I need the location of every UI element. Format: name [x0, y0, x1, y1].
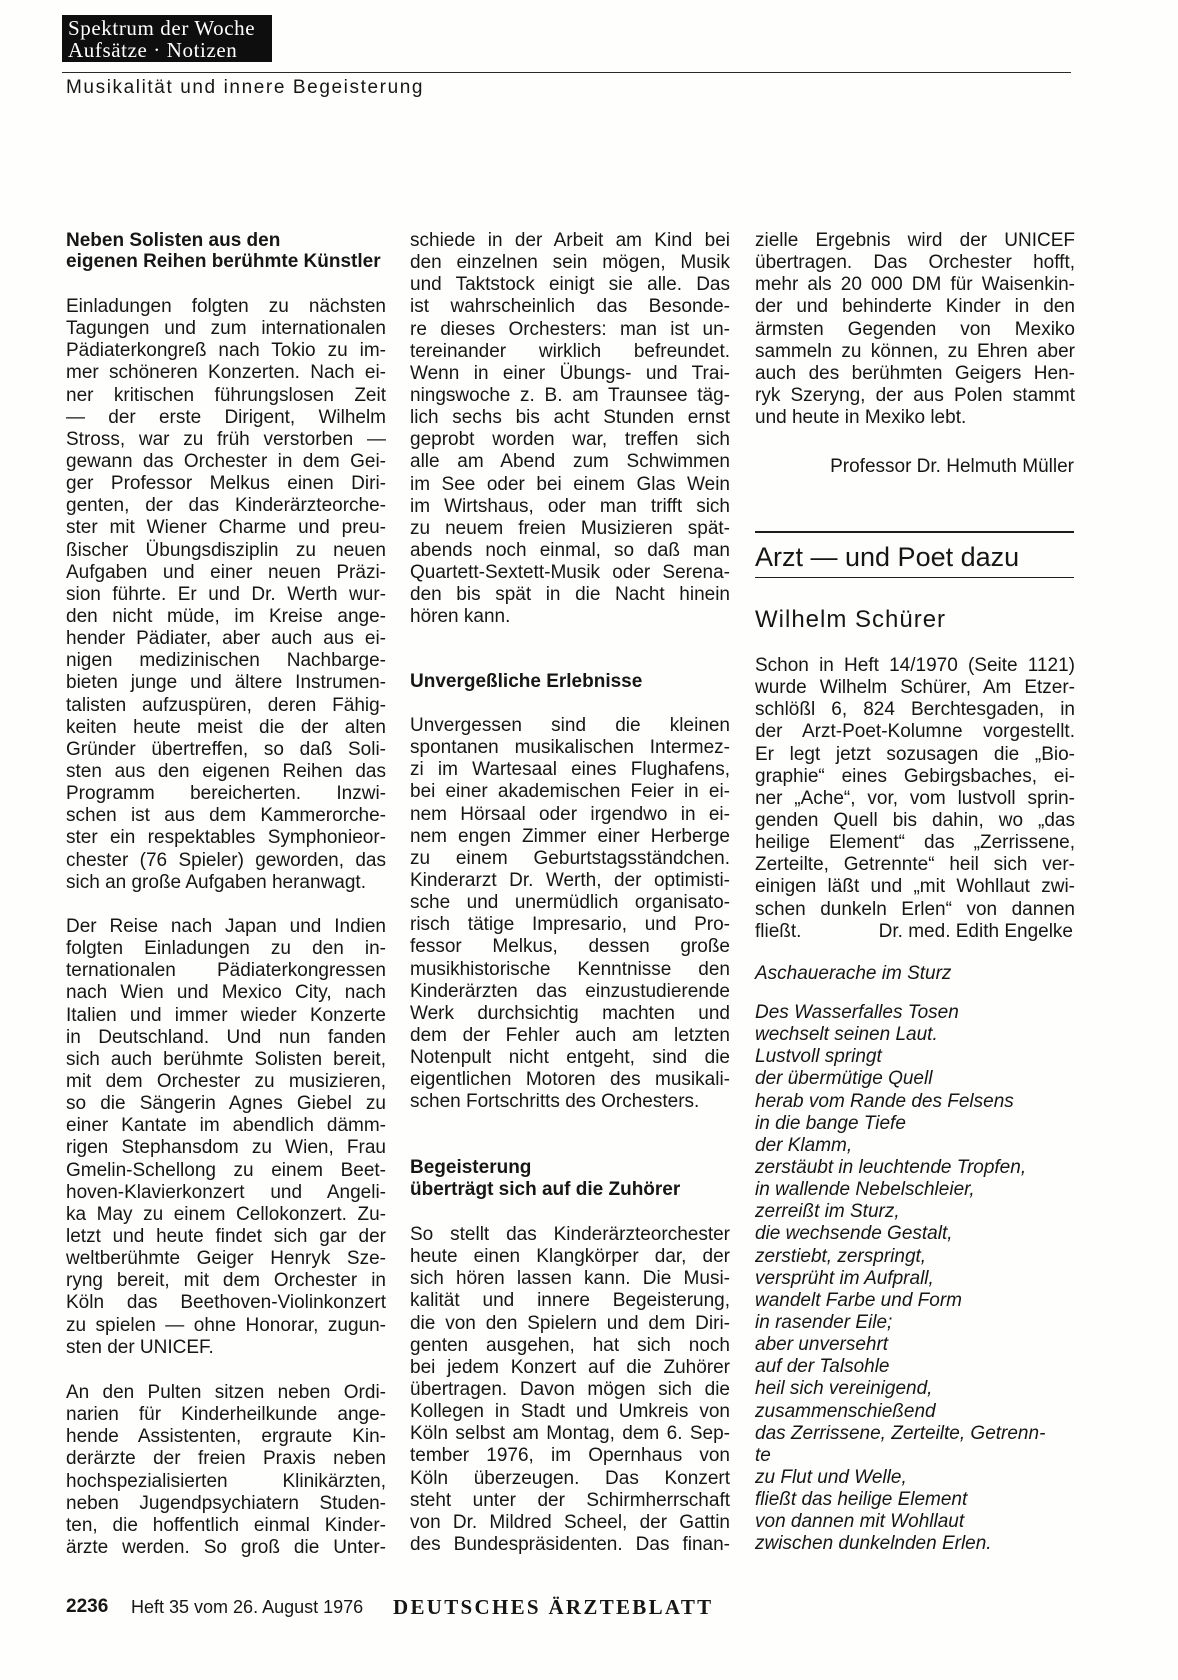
poem-line: wandelt Farbe und Form — [755, 1289, 962, 1311]
issue-info: Heft 35 vom 26. August 1976 — [131, 1597, 364, 1617]
poem-title: Aschauerache im Sturz — [755, 963, 952, 984]
text-line: ster ein respektables Symphonieor- — [66, 827, 386, 849]
text-line: alle am Abend zum Schwimmen — [410, 451, 730, 473]
poem-line: wechselt seinen Laut. — [755, 1024, 938, 1046]
text-line: graphie“ eines Gebirgsbaches, ei- — [755, 765, 1075, 787]
text-line: geprobt worden war, treffen sich — [410, 429, 730, 451]
text-line: sich auch berühmte Solisten bereit, — [66, 1048, 386, 1070]
text-line: ningswoche z. B. am Traunsee täg- — [410, 384, 730, 406]
text-line: keiten heute meist die der alten — [66, 716, 386, 738]
text-line: rigen Stephansdom zu Wien, Frau — [66, 1137, 386, 1159]
text-line: nem engen Zimmer einer Herberge — [410, 825, 730, 847]
paragraph — [66, 296, 386, 894]
text-line: hoven-Klavierkonzert und Angeli- — [66, 1181, 386, 1203]
poem-line: in die bange Tiefe — [755, 1112, 906, 1134]
poem-line: in rasender Eile; — [755, 1311, 893, 1333]
text-line: Notenpult nicht entgeht, sind die — [410, 1047, 730, 1069]
poem-line: te — [755, 1444, 771, 1466]
text-line: sten aus den eigenen Reihen das — [66, 760, 386, 782]
text-line: Einladungen folgten zu nächsten — [66, 296, 386, 317]
text-line: mer schöneren Konzerten. Nach ei- — [66, 362, 386, 384]
text-line: An den Pulten sitzen neben Ordi- — [66, 1382, 386, 1403]
text-line: kalität und innere Begeisterung, — [410, 1290, 730, 1312]
text-line: chester (76 Spieler) geworden, das — [66, 849, 386, 871]
text-line: hender Pädiater, aber auch aus ei- — [66, 628, 386, 650]
text-line: sten der UNICEF. — [66, 1336, 214, 1358]
text-line: eigentlichen Motoren des musikali- — [410, 1069, 730, 1091]
text-line: die von den Spielern und dem Diri- — [410, 1312, 730, 1334]
text-line: ka May zu einem Cellokonzert. Zu- — [66, 1203, 386, 1225]
text-line: ternationalen Pädiaterkongressen — [66, 960, 386, 982]
text-line: talisten aufzuspüren, deren Fähig- — [66, 694, 386, 716]
text-line: So stellt das Kinderärzteorchester — [410, 1224, 730, 1245]
text-line: nigen medizinischen Nachbarge- — [66, 650, 386, 672]
heading-line: Begeisterung — [410, 1157, 532, 1178]
kicker-line-category: Aufsätze · Notizen — [68, 38, 238, 62]
text-line: lich sechs bis acht Stunden ernst — [410, 407, 730, 429]
text-line: mit dem Orchester zu musizieren, — [66, 1070, 386, 1092]
text-line: zu spielen — ohne Honorar, zugun- — [66, 1314, 386, 1336]
text-line: Köln selbst am Montag, dem 6. Sep- — [410, 1423, 730, 1445]
text-line: im Wirtshaus, oder man trifft sich — [410, 495, 730, 517]
text-line: bei jedem Konzert auf die Zuhörer — [410, 1356, 730, 1378]
poem-line: die wechsende Gestalt, — [755, 1223, 953, 1245]
section-heading — [410, 671, 730, 693]
text-line: der und behinderte Kinder in den — [755, 296, 1075, 318]
intro-signature: Dr. med. Edith Engelke — [878, 921, 1073, 942]
text-line: ner „Ache“, vor, vom lustvoll sprin- — [755, 787, 1075, 809]
heading-line: Neben Solisten aus den — [66, 230, 281, 251]
text-line: Köln das Beethoven-Violinkonzert — [66, 1292, 386, 1314]
poem-line: der Klamm, — [755, 1134, 853, 1156]
title-rule-bottom — [755, 577, 1074, 578]
section-heading — [410, 1157, 730, 1201]
text-line: wurde Wilhelm Schürer, Am Etzer- — [755, 677, 1075, 699]
author-signature: Professor Dr. Helmuth Müller — [830, 456, 1074, 477]
text-line: Pädiaterkongreß nach Tokio zu im- — [66, 340, 386, 362]
poet-name: Wilhelm Schürer — [755, 606, 947, 633]
text-line: im See oder bei einem Glas Wein — [410, 473, 730, 495]
journal-name: DEUTSCHES ÄRZTEBLATT — [393, 1595, 714, 1619]
text-line: der Arzt-Poet-Kolumne vorgestellt. — [755, 721, 1075, 743]
text-line: — der erste Dirigent, Wilhelm — [66, 406, 386, 428]
kicker-line-section: Spektrum der Woche — [68, 16, 256, 40]
text-line: gewann das Orchester in dem Gei- — [66, 450, 386, 472]
text-line: tember 1976, im Opernhaus von — [410, 1445, 730, 1467]
paragraph — [410, 1224, 730, 1556]
paragraph — [66, 1382, 386, 1559]
text-line: schlößl 6, 824 Berchtesgaden, in — [755, 699, 1075, 721]
text-line: heute einen Klangkörper dar, der — [410, 1246, 730, 1268]
text-line: ten, die hoffentlich einmal Kinder- — [66, 1514, 386, 1536]
text-line: spontanen musikalischen Intermez- — [410, 737, 730, 759]
text-line: übertragen. Davon mögen sich die — [410, 1378, 730, 1400]
section-heading — [66, 231, 386, 272]
poem-line: heil sich vereinigend, — [755, 1378, 933, 1400]
text-line: sche und unermüdlich organisato- — [410, 892, 730, 914]
text-line: schen dunkeln Erlen“ von dannen — [755, 898, 1075, 920]
text-line: den einzelnen sein mögen, Musik — [410, 252, 730, 274]
poem-line: versprüht im Aufprall, — [755, 1267, 934, 1289]
text-line: steht unter der Schirmherrschaft — [410, 1489, 730, 1511]
text-line: und heute in Mexiko lebt. — [755, 407, 967, 429]
text-line: sion führte. Er und Dr. Werth wur- — [66, 583, 386, 605]
text-line: ryk Szeryng, der aus Polen stammt — [755, 384, 1075, 406]
paragraph — [410, 715, 730, 1114]
text-line: Wenn in einer Übungs- und Trai- — [410, 362, 730, 384]
poem-line: fließt das heilige Element — [755, 1489, 968, 1511]
poem-line: der übermütige Quell — [755, 1068, 933, 1090]
text-line: weltberühmte Geiger Henryk Sze- — [66, 1248, 386, 1270]
text-line: genden Quell bis dahin, wo „das — [755, 809, 1075, 831]
paragraph — [66, 916, 386, 1359]
poem-line: Lustvoll springt — [755, 1046, 882, 1068]
text-line: hende Assistenten, ergraute Kin- — [66, 1426, 386, 1448]
text-line: Unvergessen sind die kleinen — [410, 715, 730, 736]
text-line: Gmelin-Schellong zu einem Beet- — [66, 1159, 386, 1181]
intro-paragraph — [755, 655, 1075, 921]
text-line: folgten Einladungen zu den in- — [66, 938, 386, 960]
text-line: zielle Ergebnis wird der UNICEF — [755, 230, 1075, 251]
text-line: risch tätige Impresario, und Pro- — [410, 914, 730, 936]
poem-line: von dannen mit Wohllaut — [755, 1511, 965, 1533]
text-line: Tagungen und zum internationalen — [66, 318, 386, 340]
text-line: Quartett-Sextett-Musik oder Serena- — [410, 562, 730, 584]
text-line: schiede in der Arbeit am Kind bei — [410, 230, 730, 251]
text-line: ärmsten Gegenden von Mexiko — [755, 318, 1075, 340]
text-line: ster mit Wiener Charme und preu- — [66, 517, 386, 539]
text-line: Er legt jetzt sozusagen die „Bio- — [755, 743, 1075, 765]
text-line: heilige Element“ das „Zerrissene, — [755, 832, 1075, 854]
text-line: auch des berühmten Geigers Hen- — [755, 362, 1075, 384]
page-topic: Musikalität und innere Begeisterung — [66, 77, 425, 98]
text-line: zu neuem freien Musizieren spät- — [410, 517, 730, 539]
text-line: Gründer übertreffen, so daß Soli- — [66, 738, 386, 760]
text-line: Der Reise nach Japan und Indien — [66, 916, 386, 937]
paragraph — [755, 230, 1075, 429]
text-line: ßischer Übungsdisziplin zu neuen — [66, 539, 386, 561]
poem-line: Des Wasserfalles Tosen — [755, 1002, 959, 1023]
text-line: übertragen. Das Orchester hofft, — [755, 252, 1075, 274]
text-line: Schon in Heft 14/1970 (Seite 1121) — [755, 655, 1075, 676]
text-line: sammeln zu können, zu Ehren aber — [755, 340, 1075, 362]
text-line: Aufgaben und einer neuen Präzi- — [66, 561, 386, 583]
text-line: mehr als 20 000 DM für Waisenkin- — [755, 274, 1075, 296]
poem-line: herab vom Rande des Felsens — [755, 1090, 1014, 1112]
text-line: genten, der das Kinderärzteorche- — [66, 495, 386, 517]
poem-line: zusammenschießend — [755, 1400, 936, 1422]
poem-line: das Zerrissene, Zerteilte, Getrenn- — [755, 1422, 1046, 1444]
header-rule — [62, 72, 1071, 73]
text-line: hören kann. — [410, 606, 511, 628]
text-line: Kinderarzt Dr. Werth, der optimisti- — [410, 869, 730, 891]
text-line: schen Fortschritts des Orchesters. — [410, 1091, 700, 1113]
text-line: tereinander wirklich befreundet. — [410, 340, 730, 362]
text-line: in Deutschland. Und nun fanden — [66, 1026, 386, 1048]
text-line: bieten junge und ältere Instrumen- — [66, 672, 386, 694]
text-line: Zerteilte, Getrennte“ heil sich ver- — [755, 854, 1075, 876]
text-line: narien für Kinderheilkunde ange- — [66, 1404, 386, 1426]
heading-line: überträgt sich auf die Zuhörer — [410, 1179, 681, 1200]
text-line: Programm bereicherten. Inzwi- — [66, 783, 386, 805]
text-line: Stross, war zu früh verstorben — — [66, 428, 386, 450]
text-line: Kinderärzten das einzustudierende — [410, 980, 730, 1002]
poem-line: aber unversehrt — [755, 1334, 889, 1356]
text-line: ärzte werden. So groß die Unter- — [66, 1536, 386, 1558]
text-line: Werk durchsichtig machten und — [410, 1002, 730, 1024]
text-line: schen ist aus dem Kammerorche- — [66, 805, 386, 827]
text-line: derärzte der freien Praxis neben — [66, 1448, 386, 1470]
text-line: den nicht müde, im Kreise ange- — [66, 605, 386, 627]
intro-last-line — [755, 921, 1074, 943]
text-line: des Bundespräsidenten. Das finan- — [410, 1533, 730, 1555]
heading-line: Unvergeßliche Erlebnisse — [410, 671, 643, 692]
text-line: letzt und heute findet sich gar der — [66, 1225, 386, 1247]
text-line: ist wahrscheinlich das Besonde- — [410, 296, 730, 318]
text-line: ner kritischen führungslosen Zeit — [66, 384, 386, 406]
poem — [755, 1002, 1075, 1556]
text-line: einigen läßt und „mit Wohllaut zwi- — [755, 876, 1075, 898]
text-line: ryng bereit, mit dem Orchester in — [66, 1270, 386, 1292]
text-line: bei einer akademischen Feier in ei- — [410, 781, 730, 803]
text-line: sich hören lassen kann. Die Musi- — [410, 1268, 730, 1290]
poem-line: zu Flut und Welle, — [755, 1466, 907, 1488]
text-line: hochspezialisierten Klinikärzten, — [66, 1470, 386, 1492]
text-line: von Dr. Mildred Scheel, der Gattin — [410, 1511, 730, 1533]
text-line: re dieses Orchesters: man ist un- — [410, 318, 730, 340]
text-line: musikhistorische Kenntnisse den — [410, 958, 730, 980]
text-line: Italien und immer wieder Konzerte — [66, 1004, 386, 1026]
page-number: 2236 — [66, 1596, 109, 1617]
text-line: sich an große Aufgaben heranwagt. — [66, 871, 366, 893]
poem-line: zerstäubt in leuchtende Tropfen, — [755, 1156, 1027, 1178]
paragraph — [410, 230, 730, 629]
poem-line: auf der Talsohle — [755, 1356, 890, 1378]
intro-last-word: fließt. — [755, 921, 802, 942]
poem-line: zerreißt im Sturz, — [755, 1201, 900, 1223]
text-line: so die Sängerin Agnes Giebel zu — [66, 1093, 386, 1115]
text-line: abends noch einmal, so daß man — [410, 539, 730, 561]
text-line: den bis spät in die Nacht hinein — [410, 584, 730, 606]
text-line: genten ausgehen, hat sich noch — [410, 1334, 730, 1356]
section-kicker-box — [62, 15, 272, 62]
text-line: neben Jugendpsychiatern Studen- — [66, 1492, 386, 1514]
text-line: fessor Melkus, dessen große — [410, 936, 730, 958]
text-line: Kollegen in Stadt und Umkreis von — [410, 1401, 730, 1423]
article-title: Arzt — und Poet dazu — [755, 542, 1020, 572]
text-line: nach Wien und Mexico City, nach — [66, 982, 386, 1004]
text-line: Köln überzeugen. Das Konzert — [410, 1467, 730, 1489]
text-line: ger Professor Melkus einen Diri- — [66, 473, 386, 495]
poem-line: zerstiebt, zerspringt, — [755, 1245, 927, 1267]
text-line: zu einem Geburtstagsständchen. — [410, 847, 730, 869]
text-line: zi im Wartesaal eines Flughafens, — [410, 759, 730, 781]
text-line: dem der Fehler auch am letzten — [410, 1024, 730, 1046]
title-rule-top — [755, 531, 1074, 533]
heading-line: eigenen Reihen berühmte Künstler — [66, 250, 381, 272]
poem-line: in wallende Nebelschleier, — [755, 1179, 975, 1201]
text-line: einer Kantate im abendlich dämm- — [66, 1115, 386, 1137]
text-line: und Taktstock einigt sie alle. Das — [410, 274, 730, 296]
text-line: nem Hörsaal oder irgendwo in ei- — [410, 803, 730, 825]
poem-line: zwischen dunkelnden Erlen. — [755, 1533, 992, 1555]
